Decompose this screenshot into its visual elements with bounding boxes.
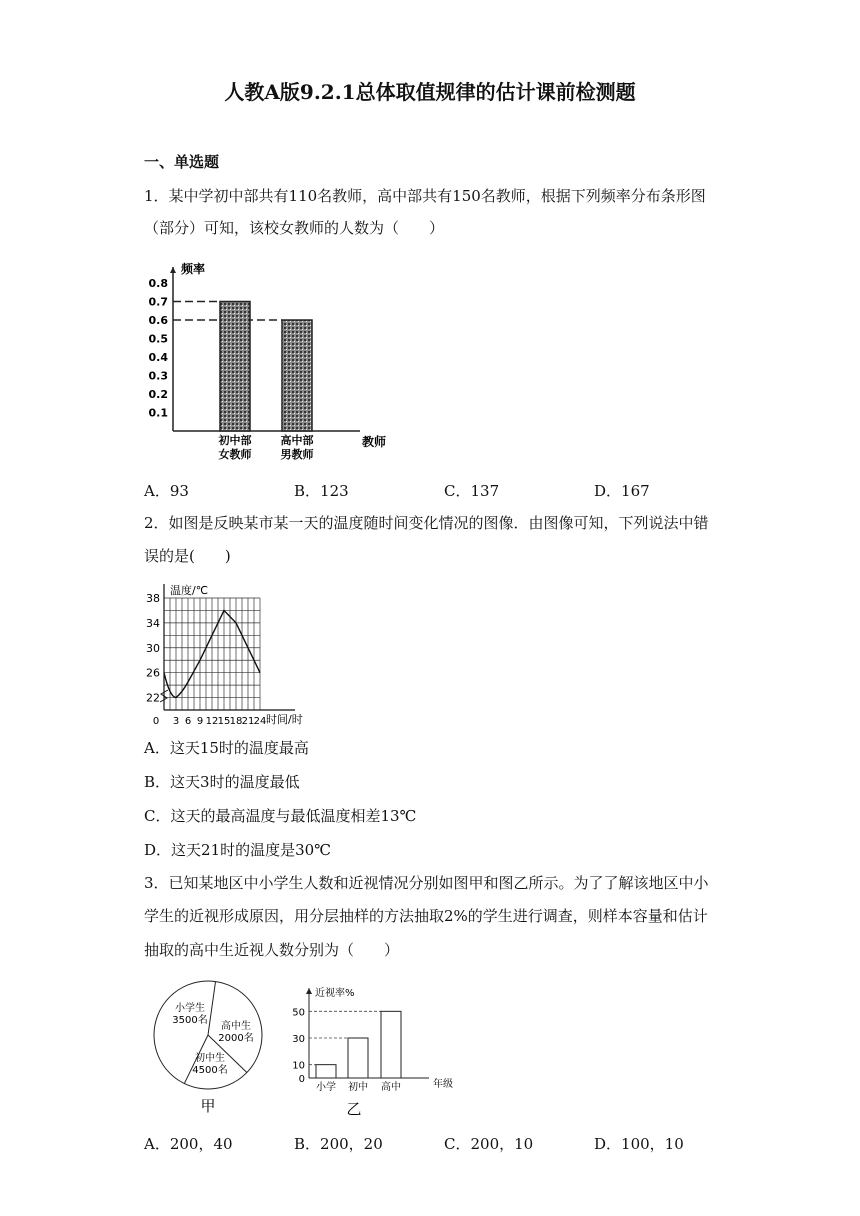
q3-x-label: 年级 [433, 1079, 453, 1090]
q3-y-tick: 10 [292, 1060, 305, 1072]
q3-option-a[interactable]: A．200，40 [144, 1135, 233, 1153]
q2-option-b[interactable]: B．这天3时的温度最低 [144, 773, 300, 791]
q1-y-arrow [170, 267, 176, 273]
q1-x-tick: 高中部 [280, 434, 314, 447]
q1-y-tick: 0.5 [148, 332, 168, 346]
q1-stem-line2: （部分）可知，该校女教师的人数为（ ） [144, 219, 445, 237]
q1-y-tick: 0.6 [148, 314, 168, 327]
q1-option-c[interactable]: C．137 [444, 482, 500, 500]
q2-line-chart [140, 578, 340, 727]
q2-x-label: 时间/时 [266, 713, 303, 726]
q2-y-label: 温度/℃ [170, 584, 209, 597]
q3-stem-line1: 3．已知某地区中小学生人数和近视情况分别如图甲和图乙所示。为了了解该地区中小 [144, 874, 709, 892]
q3-pie-slice-label: 初中生 [195, 1053, 225, 1064]
q3-pie-slice-value: 3500名 [172, 1015, 208, 1026]
q1-bar-chart [140, 255, 387, 465]
q3-x-tick: 初中 [348, 1082, 368, 1093]
q3-pie-slice-label: 小学生 [175, 1003, 205, 1014]
q2-x-tick: 6 [184, 716, 192, 727]
q2-x-tick: 18 [229, 716, 243, 727]
q2-option-a[interactable]: A．这天15时的温度最高 [144, 739, 309, 757]
q3-bar [316, 1065, 336, 1078]
q1-option-b[interactable]: B．123 [294, 482, 349, 500]
q3-option-b[interactable]: B．200，20 [294, 1135, 383, 1153]
q2-y-tick: 34 [146, 616, 160, 630]
q3-y-tick: 30 [292, 1034, 305, 1045]
q3-x-tick: 高中 [381, 1082, 401, 1093]
section-heading: 一、单选题 [144, 153, 220, 171]
q2-x-tick: 9 [196, 716, 204, 727]
q3-y-label: 近视率% [315, 988, 355, 999]
q1-bar [220, 302, 250, 432]
q2-x-tick: 21 [241, 716, 255, 727]
q1-y-tick: 0.8 [148, 277, 168, 290]
q2-y-tick: 26 [146, 666, 160, 680]
q3-bar [381, 1011, 401, 1078]
q3-x-tick: 小学 [316, 1082, 336, 1093]
q2-option-c[interactable]: C．这天的最高温度与最低温度相差13℃ [144, 807, 417, 825]
q1-y-label: 频率 [181, 262, 206, 276]
q3-y-tick: 0 [298, 1074, 305, 1085]
q2-y-tick: 30 [146, 641, 160, 655]
q1-option-d[interactable]: D．167 [594, 482, 650, 500]
page-title: 人教A版9.2.1总体取值规律的估计课前检测题 [224, 80, 636, 104]
q1-y-tick: 0.7 [148, 295, 168, 309]
q1-option-a[interactable]: A．93 [144, 482, 189, 500]
q1-y-tick: 0.1 [148, 406, 168, 420]
q3-option-c[interactable]: C．200，10 [444, 1135, 534, 1153]
q2-x-tick: 24 [253, 716, 267, 727]
q2-x-tick: 12 [205, 716, 219, 727]
q1-x-tick: 女教师 [218, 448, 252, 461]
q3-pie-slice-value: 4500名 [192, 1065, 228, 1076]
q3-y-arrow [306, 988, 312, 994]
q3-stem-line3: 抽取的高中生近视人数分别为（ ） [144, 941, 400, 959]
q2-option-d[interactable]: D．这天21时的温度是30℃ [144, 841, 331, 859]
q3-bar-caption: 乙 [346, 1100, 362, 1118]
q1-y-tick: 0.4 [148, 351, 168, 364]
q2-stem-line2: 误的是( ) [144, 547, 231, 565]
q2-stem-line1: 2．如图是反映某市某一天的温度随时间变化情况的图像．由图像可知，下列说法中错 [144, 514, 709, 532]
q2-x-tick: 15 [217, 716, 231, 727]
q1-y-tick: 0.3 [148, 369, 168, 383]
q2-x-tick: 3 [172, 716, 180, 727]
q3-pie-chart [145, 975, 275, 1120]
q3-bar-chart [285, 980, 453, 1120]
q3-y-tick: 50 [292, 1007, 305, 1019]
q1-stem-line1: 1．某中学初中部共有110名教师，高中部共有150名教师，根据下列频率分布条形图 [144, 187, 706, 205]
q1-x-tick: 男教师 [280, 448, 314, 461]
q3-option-d[interactable]: D．100，10 [594, 1135, 684, 1153]
q1-bar [282, 320, 312, 431]
q3-stem-line2: 学生的近视形成原因，用分层抽样的方法抽取2%的学生进行调查，则样本容量和估计 [144, 907, 708, 925]
q1-x-label: 教师 [362, 435, 387, 449]
q1-y-tick: 0.2 [148, 388, 168, 401]
q2-x-tick: 0 [152, 716, 160, 727]
q3-pie-caption: 甲 [200, 1097, 216, 1115]
q2-y-tick: 22 [146, 691, 160, 705]
q2-y-tick: 38 [146, 592, 160, 605]
q1-x-tick: 初中部 [218, 434, 252, 447]
q3-pie-slice-value: 2000名 [218, 1033, 254, 1044]
q3-bar [348, 1038, 368, 1078]
q2-axis-break [160, 690, 168, 702]
q3-pie-slice-label: 高中生 [221, 1021, 251, 1032]
